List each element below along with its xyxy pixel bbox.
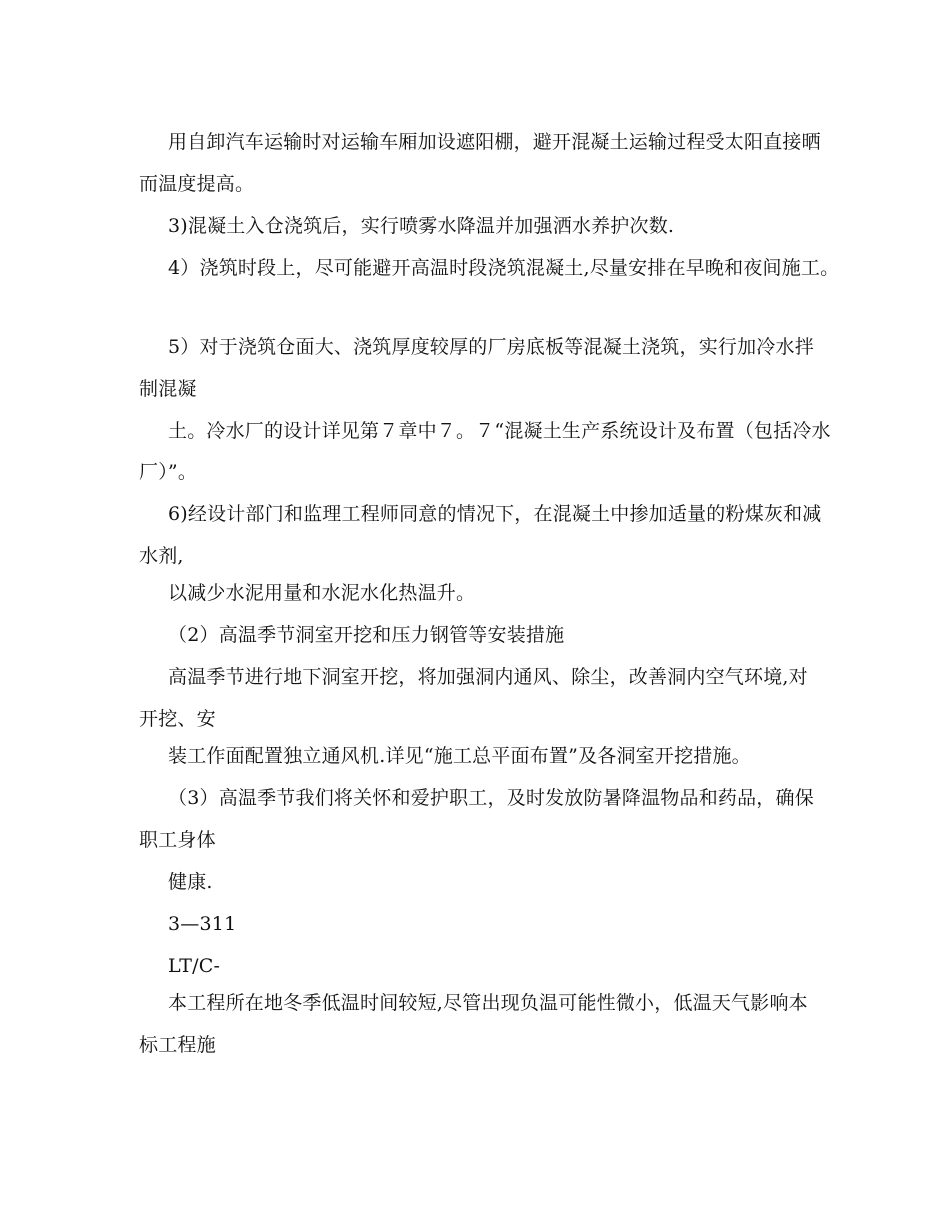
text-line: 3)混凝土入仓浇筑后，实行喷雾水降温并加强洒水养护次数. xyxy=(168,215,675,237)
text-line: 制混凝 xyxy=(139,378,197,400)
text-line: （2）高温季节洞室开挖和压力钢管等安装措施 xyxy=(168,624,565,646)
text-line: 开挖、安 xyxy=(139,708,216,730)
text-line: 4）浇筑时段上，尽可能避开高温时段浇筑混凝土,尽量安排在早晚和夜间施工。 xyxy=(168,257,840,279)
text-line: 标工程施 xyxy=(139,1034,216,1056)
text-line: 厂）”。 xyxy=(139,461,198,483)
text-line: 装工作面配置独立通风机.详见“施工总平面布置”及各洞室开挖措施。 xyxy=(168,745,751,767)
text-line: 5）对于浇筑仓面大、浇筑厚度较厚的厂房底板等混凝土浇筑，实行加冷水拌 xyxy=(168,336,814,358)
text-line: 3—311 xyxy=(168,913,237,935)
text-line: 以减少水泥用量和水泥水化热温升。 xyxy=(168,582,476,604)
text-line: 土。冷水厂的设计详见第７章中７。７“混凝土生产系统设计及布置（包括冷水 xyxy=(168,420,831,442)
text-line: 高温季节进行地下洞室开挖，将加强洞内通风、除尘，改善洞内空气环境,对 xyxy=(168,666,808,688)
text-line: 健康. xyxy=(168,871,213,893)
text-line: （3）高温季节我们将关怀和爱护职工，及时发放防暑降温物品和药品，确保 xyxy=(168,787,814,809)
text-line: 本工程所在地冬季低温时间较短,尽管出现负温可能性微小，低温天气影响本 xyxy=(168,992,808,1014)
text-line: 用自卸汽车运输时对运输车厢加设遮阳棚，避开混凝土运输过程受太阳直接晒 xyxy=(168,131,821,153)
text-line: LT/C- xyxy=(168,955,221,977)
text-line: 水剂, xyxy=(139,545,184,567)
text-line: 6)经设计部门和监理工程师同意的情况下，在混凝土中掺加适量的粉煤灰和减 xyxy=(168,503,822,525)
text-line: 而温度提高。 xyxy=(139,173,255,195)
text-line: 职工身体 xyxy=(139,829,216,851)
